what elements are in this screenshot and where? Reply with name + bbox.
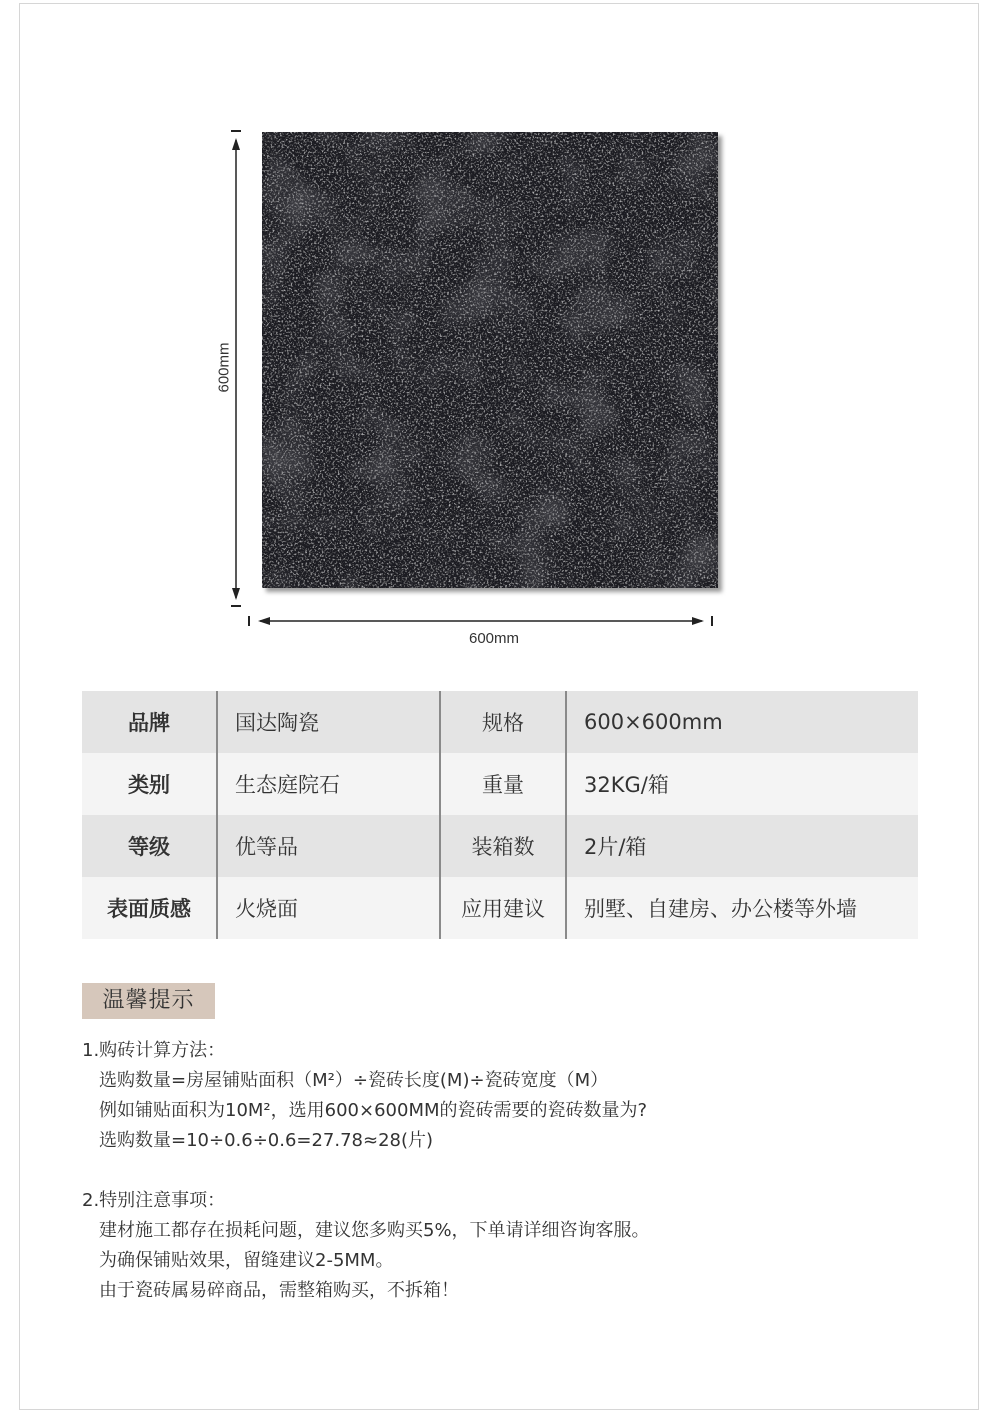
tips-line: 例如铺贴面积为10M²，选用600×600MM的瓷砖需要的瓷砖数量为? — [99, 1100, 648, 1121]
spec-value-surface: 火烧面 — [217, 877, 440, 939]
table-row — [82, 753, 918, 815]
tips-line: 建材施工都存在损耗问题，建议您多购买5%，下单请详细咨询客服。 — [99, 1220, 650, 1241]
width-dimension-arrow — [248, 612, 714, 630]
tips-line: 为确保铺贴效果，留缝建议2-5MM。 — [99, 1250, 394, 1271]
spec-label-weight: 重量 — [440, 753, 566, 815]
tips-section-2-heading: 2.特别注意事项： — [82, 1190, 226, 1211]
table-row — [82, 877, 918, 939]
tips-section-1-heading: 1.购砖计算方法： — [82, 1040, 226, 1061]
height-label: 600mm — [215, 342, 233, 393]
tips-line: 选购数量=10÷0.6÷0.6=27.78≈28(片) — [99, 1130, 434, 1151]
tips-content — [82, 1036, 922, 1306]
spec-label-category: 类别 — [82, 753, 217, 815]
spec-table — [82, 691, 918, 939]
spec-value-category: 生态庭院石 — [217, 753, 440, 815]
width-label: 600mm — [468, 630, 520, 647]
spec-label-application: 应用建议 — [440, 877, 566, 939]
spec-value-grade: 优等品 — [217, 815, 440, 877]
spec-value-size: 600×600mm — [566, 691, 918, 753]
spec-label-brand: 品牌 — [82, 691, 217, 753]
spec-value-box-count: 2片/箱 — [566, 815, 918, 877]
spec-label-grade: 等级 — [82, 815, 217, 877]
spec-label-size: 规格 — [440, 691, 566, 753]
spec-value-application: 别墅、自建房、办公楼等外墙 — [566, 877, 918, 939]
spec-value-weight: 32KG/箱 — [566, 753, 918, 815]
spec-label-box-count: 装箱数 — [440, 815, 566, 877]
table-row — [82, 815, 918, 877]
tips-line: 选购数量=房屋铺贴面积（M²）÷瓷砖长度(M)÷瓷砖宽度（M） — [99, 1070, 609, 1091]
spec-value-brand: 国达陶瓷 — [217, 691, 440, 753]
tips-line: 由于瓷砖属易碎商品，需整箱购买，不拆箱！ — [99, 1280, 459, 1301]
tile-image — [262, 132, 718, 588]
table-row — [82, 691, 918, 753]
spec-label-surface: 表面质感 — [82, 877, 217, 939]
tips-title-badge: 温馨提示 — [82, 983, 215, 1019]
